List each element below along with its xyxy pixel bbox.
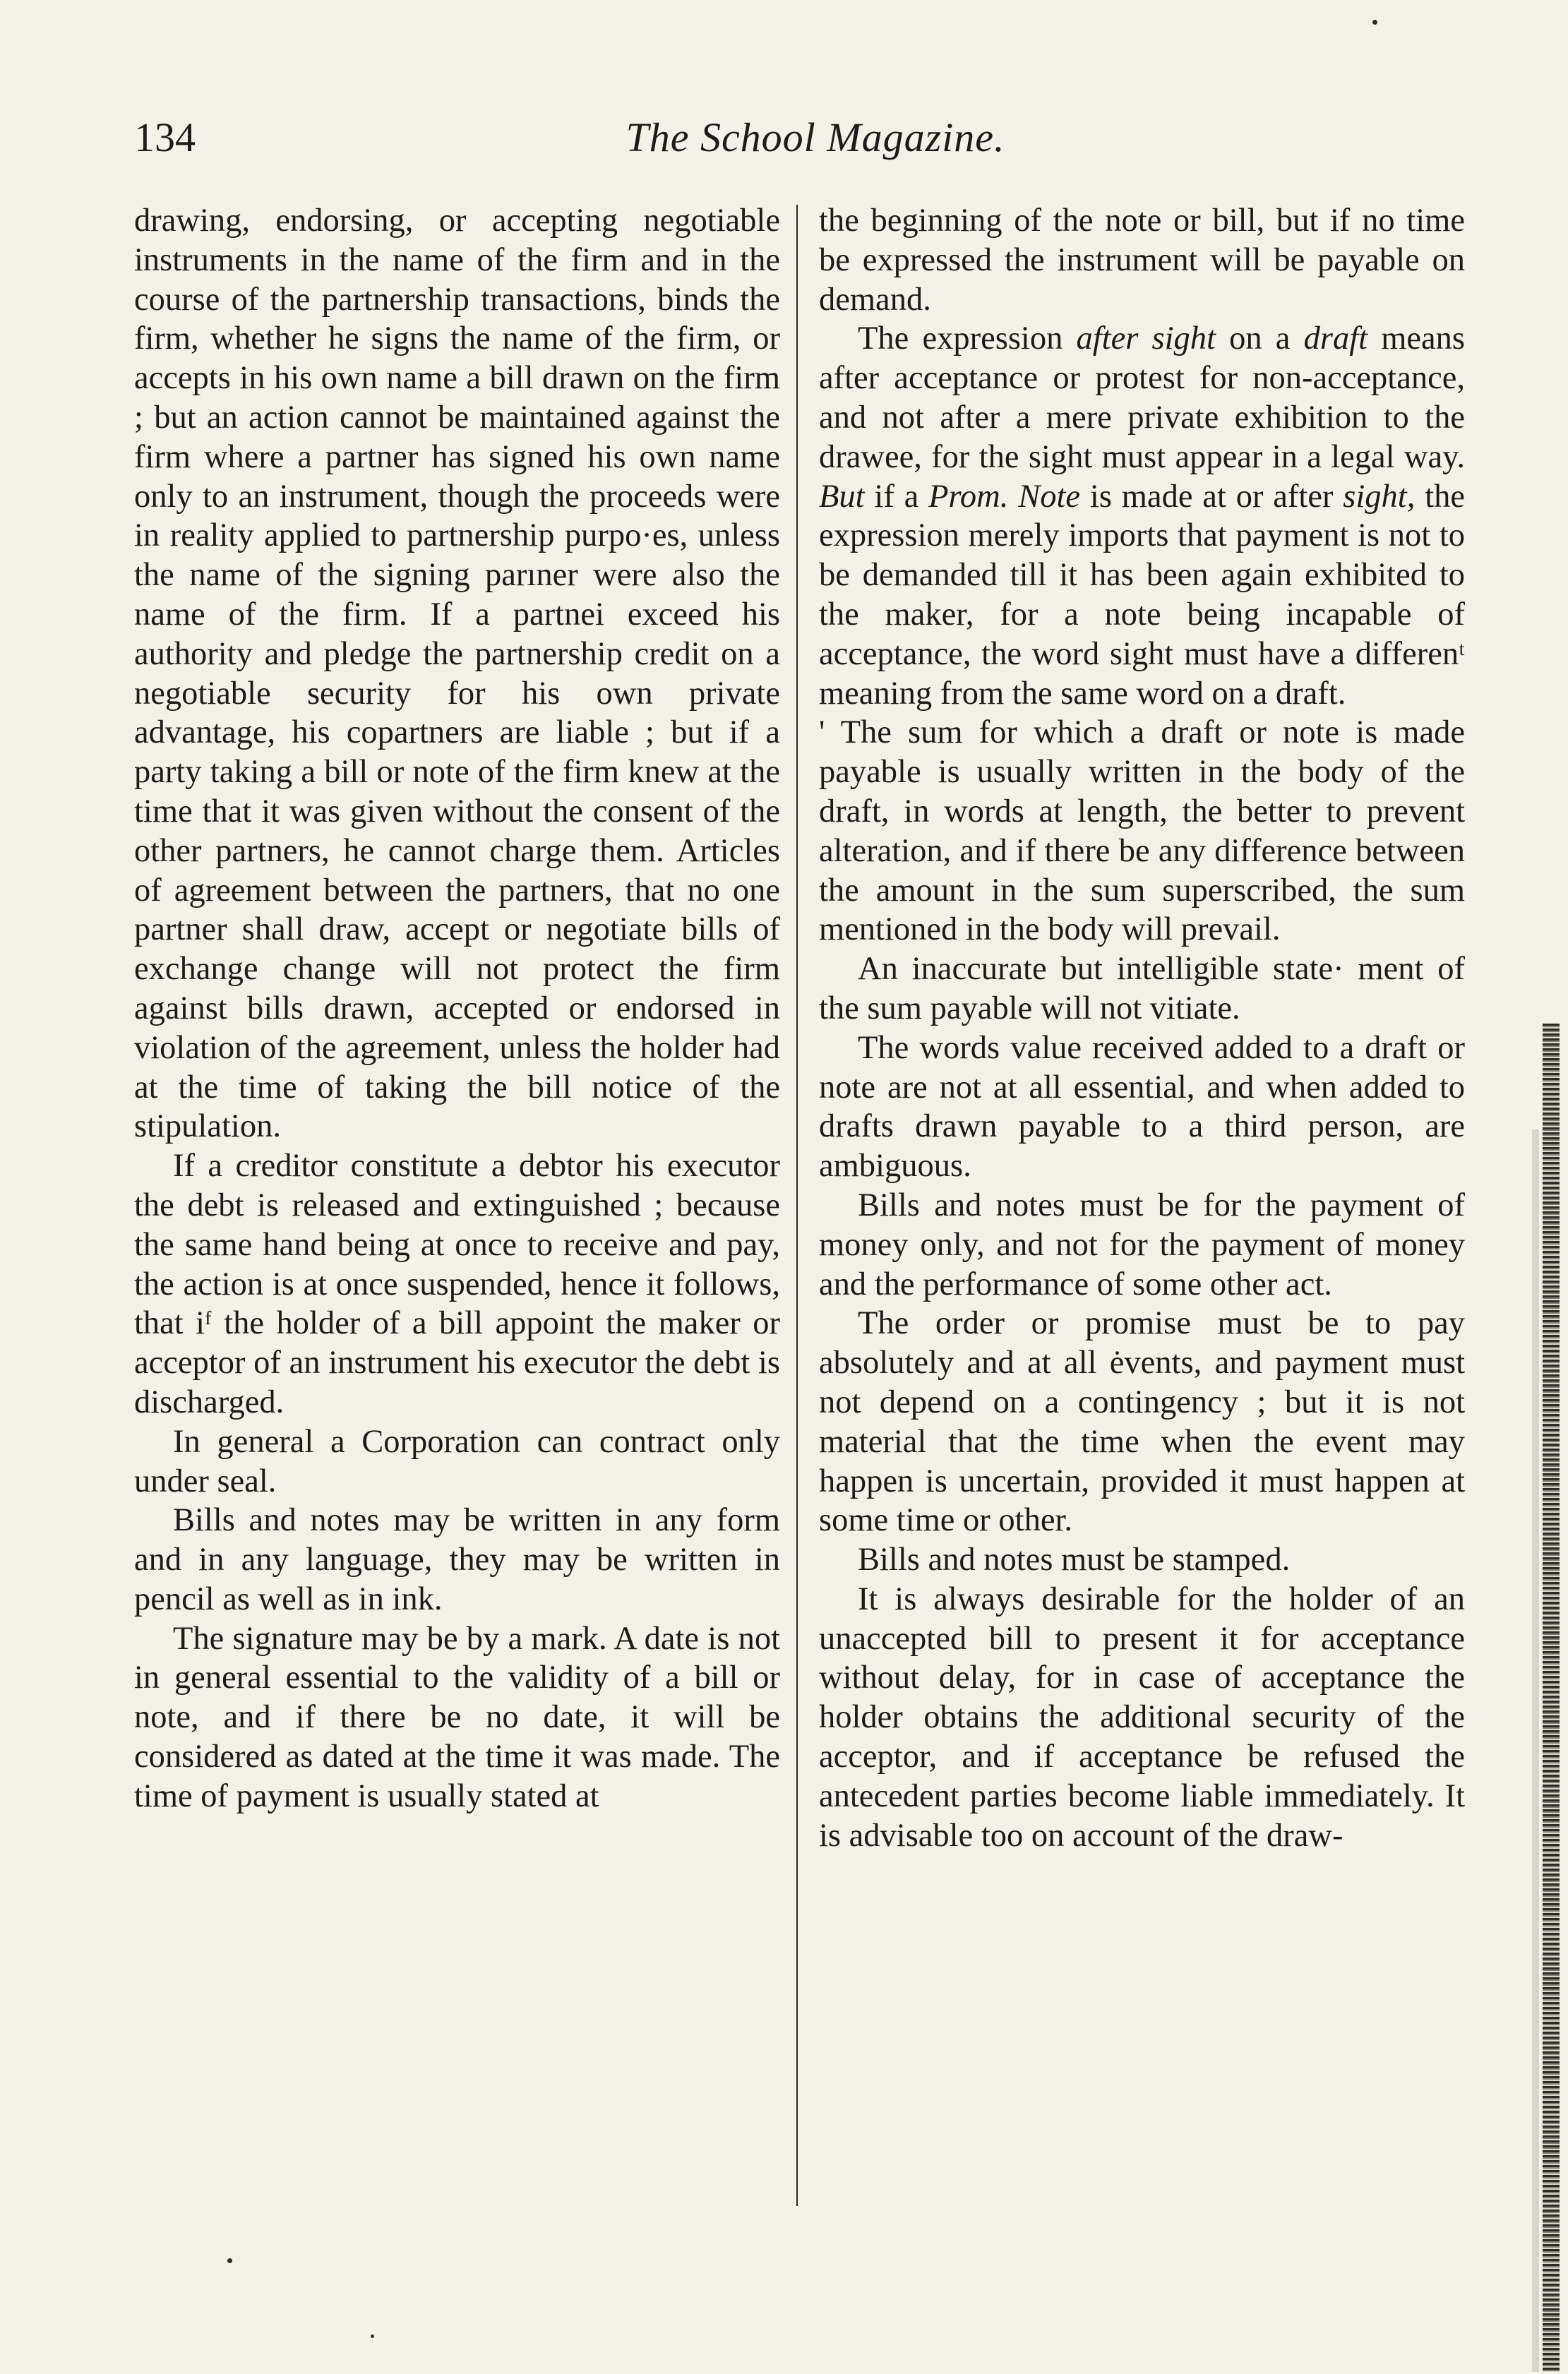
column-divider [796,205,798,2206]
page-number: 134 [134,114,196,160]
italic-phrase-prom-note: Prom. Note [928,478,1081,515]
right-column [819,201,1465,1855]
right-paragraph-1: the beginning of the note or bill, but if no time be expressed the instrument will be payable on demand. [819,203,1465,318]
left-column [134,201,780,1816]
scan-edge-shadow [1532,1129,1539,2372]
text-run: means after acceptance or protest for non-acceptance, and not after a mere private exhibition to the drawee, for the sight must appear in a legal way. [819,320,1466,475]
right-paragraph-8: Bills and notes must be stamped. [858,1542,1291,1578]
text-run: the expression merely imports that payment is not to be demanded till it has been again exhibited to the maker, for a note being incapable of acceptance, the word sight must have a differenᵗ meaning from the same word on a draft. [819,478,1466,712]
right-paragraph-4: An inaccurate but intelligible state· ment of the sum payable will not vitiate. [819,951,1465,1026]
text-run: if a [864,478,929,515]
right-paragraph-2 [819,319,1465,713]
right-paragraph-5: The words value received added to a draft or note are not at all essential, and when added to drafts drawn payable to a third person, are ambiguous. [819,1029,1465,1185]
ink-speck [227,2258,232,2263]
italic-word-but: But [819,478,865,515]
italic-word-draft: draft [1303,320,1368,357]
running-title: The School Magazine. [626,114,1005,160]
right-paragraph-7: The order or promise must be to pay absolutely and at all ėvents, and payment must not depend on a contingency ; but it is not material that the time when the event may happen is uncertain, provided it must happen at some time or other. [819,1305,1465,1539]
text-run: The expression [858,320,1077,357]
italic-phrase-after-sight: after sight [1076,320,1216,357]
ink-speck [371,2334,374,2338]
left-paragraph-3: In general a Corporation can contract only under seal. [134,1423,780,1499]
scan-edge-binding [1543,1024,1560,2372]
text-run: on a [1215,320,1304,357]
page-header [134,106,1497,169]
left-paragraph-5: The signature may be by a mark. A date is not in general essential to the validity of a bill or note, and if there be no date, it will be considered as dated at the time it was made. The time of payment is usually stated at [134,1620,780,1814]
left-paragraph-4: Bills and notes may be written in any form and in any language, they may be written in pencil as well as in ink. [134,1502,780,1617]
text-run: is made at or after [1080,478,1343,515]
right-paragraph-6: Bills and notes must be for the payment of money only, and not for the payment of money and the performance of some other act. [819,1187,1465,1302]
ink-speck [1372,20,1377,25]
italic-word-sight: sight, [1343,478,1416,515]
right-paragraph-3: ' The sum for which a draft or note is made payable is usually written in the body of the draft, in words at length, the better to prevent alteration, and if there be any difference between the amount in the sum superscribed, the sum mentioned in the body will prevail. [819,714,1465,948]
right-paragraph-9: It is always desirable for the holder of an unaccepted bill to present it for acceptance without delay, for in case of acceptance the holder obtains the additional security of the acceptor, and if acceptance be refused the antecedent parties become liable immediately. It is advisable too on account of the draw- [819,1581,1465,1854]
left-paragraph-1: drawing, endorsing, or accepting negotiable instruments in the name of the firm and in the course of the partnership transactions, binds the firm, whether he signs the name of the firm, or accepts in his own name a bill drawn on the firm ; but an action cannot be maintained against the firm where a partner has signed his own name only to an instrument, though the proceeds were in reality applied to partnership purpo·es, unless the name of the signing parıner were also the name of the firm. If a partnei exceed his authority and pledge the partnership credit on a negotiable security for his own private advantage, his copartners are liable ; but if a party taking a bill or note of the firm knew at the time that it was given without the consent of the other partners, he cannot charge them. Articles of agreement between the partners, that no one partner shall draw, accept or negotiate bills of exchange change will not protect the firm against bills drawn, accepted or endorsed in violation of the agreement, unless the holder had at the time of taking the bill notice of the stipulation. [134,203,780,1145]
left-paragraph-2: If a creditor constitute a debtor his executor the debt is released and extinguished ; because the same hand being at once to receive and pay, the action is at once suspended, hence it follows, that iᶠ the holder of a bill appoint the maker or acceptor of an instrument his executor the debt is discharged. [134,1148,780,1420]
